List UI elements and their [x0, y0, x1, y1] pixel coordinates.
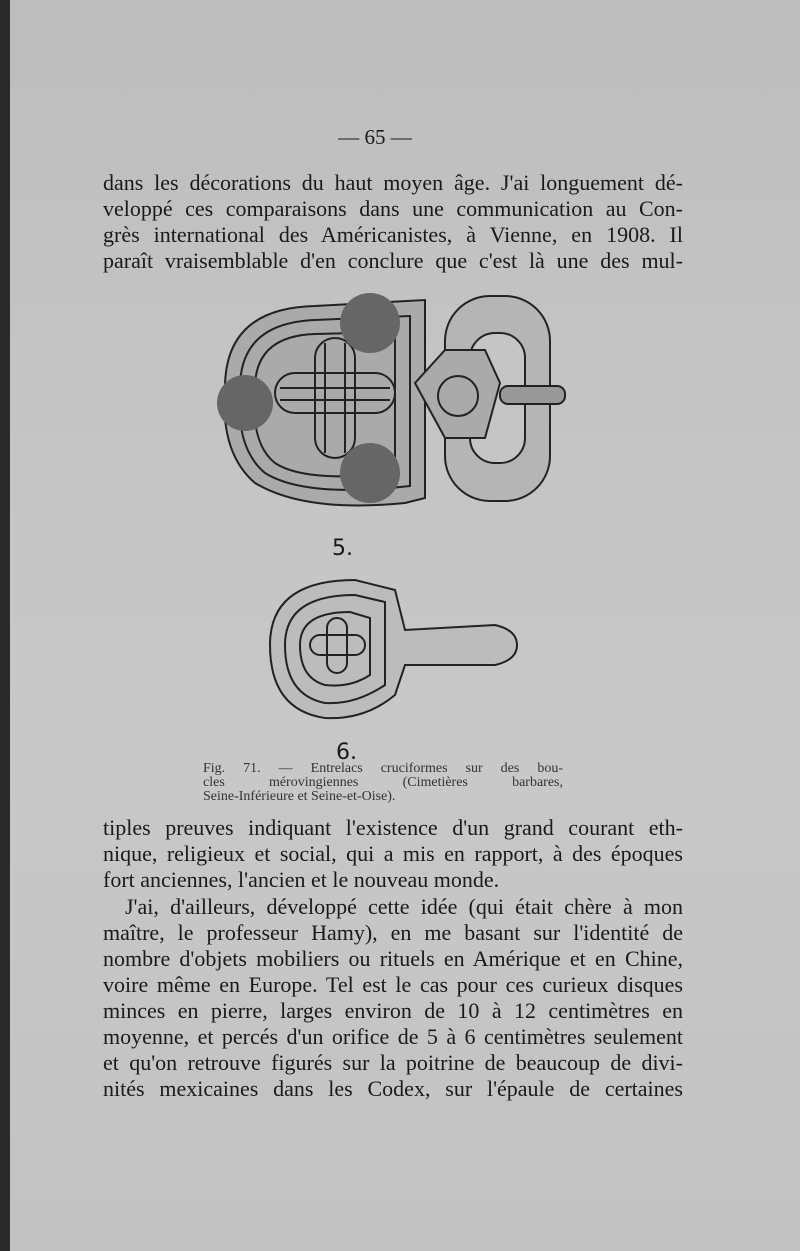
- text-line: fort anciennes, l'ancien et le nouveau monde.: [103, 867, 500, 892]
- book-page: [10, 0, 800, 1251]
- text-line: maître, le professeur Hamy), en me basant sur l'identité de: [103, 920, 683, 945]
- text-line: nités mexicaines dans les Codex, sur l'épaule de certaines: [103, 1076, 683, 1101]
- paragraph-top: [103, 170, 683, 274]
- text-line: veloppé ces comparaisons dans une communication au Con-: [103, 196, 683, 221]
- figure-label-6: 6.: [336, 740, 357, 765]
- page-number: — 65 —: [338, 125, 412, 149]
- text-line: et qu'on retrouve figurés sur la poitrine de beaucoup de divi-: [103, 1050, 683, 1075]
- paragraph-last: [103, 894, 683, 1102]
- buckle-illustration-5: [205, 288, 575, 523]
- text-line: moyenne, et percés d'un orifice de 5 à 6 centimètres seulement: [103, 1024, 683, 1049]
- caption-line: Fig. 71. — Entrelacs cruciformes sur des bou-: [203, 761, 563, 776]
- text-line: paraît vraisemblable d'en conclure que c'est là une des mul-: [103, 248, 683, 273]
- caption-line: Seine-Inférieure et Seine-et-Oise).: [203, 789, 396, 804]
- text-line: dans les décorations du haut moyen âge. J'ai longuement dé-: [103, 170, 683, 195]
- text-line: J'ai, d'ailleurs, développé cette idée (qui était chère à mon: [125, 894, 683, 919]
- figure-label-5: 5.: [332, 536, 353, 561]
- text-line: voire même en Europe. Tel est le cas pour ces curieux disques: [103, 972, 683, 997]
- buckle-illustration-6: [255, 570, 525, 730]
- text-line: grès international des Américanistes, à Vienne, en 1908. Il: [103, 222, 683, 247]
- text-line: nique, religieux et social, qui a mis en rapport, à des époques: [103, 841, 683, 866]
- caption-line: cles mérovingiennes (Cimetières barbares,: [203, 775, 563, 790]
- text-line: tiples preuves indiquant l'existence d'un grand courant eth-: [103, 815, 683, 840]
- text-line: nombre d'objets mobiliers ou rituels en Amérique et en Chine,: [103, 946, 683, 971]
- paragraph-bottom: [103, 815, 683, 893]
- figure-caption: [203, 762, 563, 804]
- text-line: minces en pierre, larges environ de 10 à 12 centimètres en: [103, 998, 683, 1023]
